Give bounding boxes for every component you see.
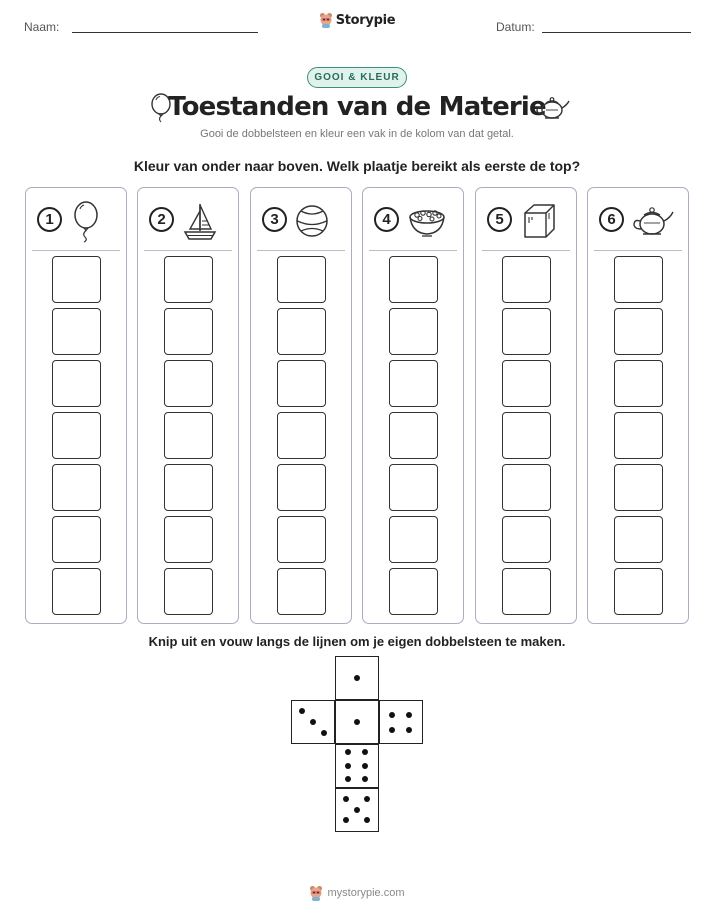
- footer: [0, 885, 714, 906]
- column-number: 6: [599, 207, 624, 232]
- column-4: [362, 187, 464, 624]
- color-box[interactable]: [389, 464, 438, 511]
- color-box[interactable]: [277, 412, 326, 459]
- column-header: [476, 201, 576, 241]
- die-pip: [362, 776, 368, 782]
- die-pip: [354, 807, 360, 813]
- color-box[interactable]: [614, 308, 663, 355]
- brand-name: Storypie: [335, 12, 396, 28]
- color-box[interactable]: [277, 308, 326, 355]
- die-pip: [354, 719, 360, 725]
- die-pip: [364, 796, 370, 802]
- die-pip: [364, 817, 370, 823]
- die-pip: [343, 796, 349, 802]
- die-pip: [406, 712, 412, 718]
- column-icon: [70, 201, 110, 248]
- die-face-1: [335, 656, 379, 700]
- color-box[interactable]: [614, 412, 663, 459]
- color-box[interactable]: [277, 256, 326, 303]
- column-divider: [482, 250, 570, 251]
- ice-cube-icon: [520, 201, 560, 243]
- color-box[interactable]: [614, 516, 663, 563]
- page-title: Toestanden van de Materie: [168, 92, 546, 122]
- color-box[interactable]: [389, 256, 438, 303]
- color-box[interactable]: [389, 412, 438, 459]
- column-number: 5: [487, 207, 512, 232]
- die-pip: [310, 719, 316, 725]
- die-face-4: [379, 700, 423, 744]
- die-face-1: [335, 700, 379, 744]
- column-number: 2: [149, 207, 174, 232]
- column-number: 1: [37, 207, 62, 232]
- color-box[interactable]: [614, 256, 663, 303]
- die-pip: [345, 776, 351, 782]
- column-divider: [32, 250, 120, 251]
- column-divider: [594, 250, 682, 251]
- color-box[interactable]: [277, 568, 326, 615]
- color-box[interactable]: [502, 308, 551, 355]
- color-box[interactable]: [502, 360, 551, 407]
- die-pip: [299, 708, 305, 714]
- die-face-5: [335, 788, 379, 832]
- color-box[interactable]: [614, 464, 663, 511]
- color-box[interactable]: [614, 568, 663, 615]
- instruction: Kleur van onder naar boven. Welk plaatje bereikt als eerste de top?: [133, 158, 581, 174]
- color-box[interactable]: [277, 360, 326, 407]
- column-divider: [144, 250, 232, 251]
- column-icon: [520, 201, 560, 248]
- column-3: [250, 187, 352, 624]
- color-box[interactable]: [52, 568, 101, 615]
- column-header: [588, 201, 688, 241]
- color-box[interactable]: [502, 568, 551, 615]
- die-pip: [362, 749, 368, 755]
- color-box[interactable]: [614, 360, 663, 407]
- date-label: Datum:: [496, 20, 535, 34]
- die-pip: [389, 712, 395, 718]
- name-label: Naam:: [24, 20, 60, 34]
- subtitle: Gooi de dobbelsteen en kleur een vak in de kolom van dat getal.: [200, 128, 514, 140]
- color-box[interactable]: [52, 464, 101, 511]
- teapot-icon: [632, 201, 676, 243]
- die-pip: [345, 763, 351, 769]
- color-box[interactable]: [164, 412, 213, 459]
- column-icon: [182, 201, 222, 248]
- color-box[interactable]: [52, 308, 101, 355]
- column-icon: [632, 201, 676, 248]
- color-box[interactable]: [164, 516, 213, 563]
- column-6: [587, 187, 689, 624]
- die-pip: [321, 730, 327, 736]
- color-box[interactable]: [52, 256, 101, 303]
- color-box[interactable]: [164, 360, 213, 407]
- column-icon: [407, 201, 451, 248]
- storypie-logo-icon: [319, 12, 333, 28]
- column-1: [25, 187, 127, 624]
- color-box[interactable]: [389, 516, 438, 563]
- color-box[interactable]: [164, 568, 213, 615]
- column-header: [138, 201, 238, 241]
- die-pip: [343, 817, 349, 823]
- cereal-bowl-icon: [407, 201, 451, 243]
- color-box[interactable]: [502, 256, 551, 303]
- color-box[interactable]: [389, 360, 438, 407]
- die-face-3: [291, 700, 335, 744]
- color-box[interactable]: [164, 308, 213, 355]
- date-line: [542, 32, 691, 33]
- sailboat-icon: [182, 201, 222, 243]
- column-header: [363, 201, 463, 241]
- storypie-logo-icon: [309, 885, 323, 901]
- color-box[interactable]: [502, 516, 551, 563]
- die-pip: [345, 749, 351, 755]
- color-box[interactable]: [52, 412, 101, 459]
- color-box[interactable]: [164, 464, 213, 511]
- column-divider: [369, 250, 457, 251]
- color-box[interactable]: [164, 256, 213, 303]
- activity-badge: GOOI & KLEUR: [307, 67, 407, 88]
- column-5: [475, 187, 577, 624]
- footer-url: mystorypie.com: [327, 887, 405, 899]
- color-box[interactable]: [52, 516, 101, 563]
- color-box[interactable]: [389, 568, 438, 615]
- color-box[interactable]: [502, 412, 551, 459]
- die-pip: [362, 763, 368, 769]
- color-box[interactable]: [389, 308, 438, 355]
- color-box[interactable]: [52, 360, 101, 407]
- die-pip: [389, 727, 395, 733]
- teapot-icon: [536, 93, 570, 121]
- column-header: [251, 201, 351, 241]
- column-2: [137, 187, 239, 624]
- color-box[interactable]: [277, 464, 326, 511]
- column-number: 3: [262, 207, 287, 232]
- column-divider: [257, 250, 345, 251]
- column-header: [26, 201, 126, 241]
- column-icon: [295, 201, 335, 248]
- die-pip: [354, 675, 360, 681]
- die-face-6: [335, 744, 379, 788]
- color-box[interactable]: [277, 516, 326, 563]
- brand: [0, 12, 714, 33]
- die-pip: [406, 727, 412, 733]
- ball-icon: [295, 201, 335, 243]
- balloon-icon: [70, 201, 110, 243]
- column-number: 4: [374, 207, 399, 232]
- cut-instruction: Knip uit en vouw langs de lijnen om je eigen dobbelsteen te maken.: [148, 634, 566, 649]
- color-box[interactable]: [502, 464, 551, 511]
